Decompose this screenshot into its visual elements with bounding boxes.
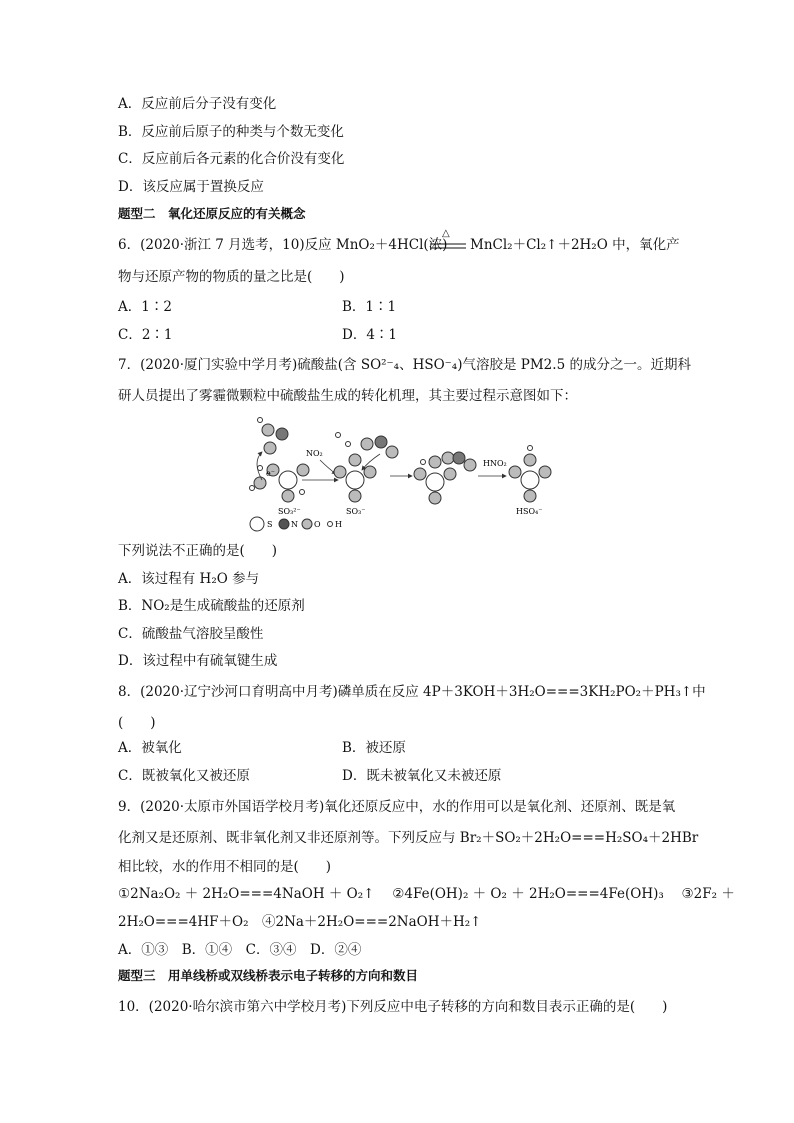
q5-option-c: C．反应前后各元素的化合价没有变化 <box>118 151 345 167</box>
so3-minus-structure <box>334 433 398 503</box>
q6-option-d: D．4∶1 <box>342 327 398 343</box>
equal-sign-long <box>430 242 466 250</box>
legend-o: O <box>314 520 321 529</box>
q6-option-b: B．1∶1 <box>342 299 397 315</box>
q7-line1: 7．(2020·厦门实验中学月考)硫酸盐(含 SO²⁻₄、HSO⁻₄)气溶胶是 PM2.5 的成分之一。近期科 <box>118 357 691 373</box>
heat-symbol: △ <box>442 228 450 239</box>
q6-line1-right: MnCl₂＋Cl₂↑＋2H₂O 中，氧化产 <box>470 237 680 253</box>
so3-minus-label: SO₃⁻ <box>346 507 366 516</box>
q7-option-d: D．该过程中有硫氧键生成 <box>118 653 278 669</box>
intermediate-structure <box>414 452 476 504</box>
hso4-minus-structure <box>509 446 551 503</box>
q8-line1: 8．(2020·辽宁沙河口育明高中月考)磷单质在反应 4P＋3KOH＋3H₂O===3KH₂PO₂＋PH₃↑中 <box>118 684 706 700</box>
q7-option-a: A．该过程有 H₂O 参与 <box>118 571 260 587</box>
q5-option-b: B．反应前后原子的种类与个数无变化 <box>118 124 344 140</box>
q5-option-d: D．该反应属于置换反应 <box>118 179 264 195</box>
so3-2minus-structure <box>250 418 310 503</box>
q9-line5: 2H₂O===4HF＋O₂ ④2Na＋2H₂O===2NaOH＋H₂↑ <box>118 914 482 930</box>
hno2-label: HNO₂ <box>483 459 507 468</box>
q10-line1: 10．(2020·哈尔滨市第六中学校月考)下列反应中电子转移的方向和数目表示正确的是( ) <box>118 999 668 1015</box>
electron-label: e⁻ <box>266 469 275 478</box>
legend-h: H <box>335 520 342 529</box>
q8-option-c: C．既被氧化又被还原 <box>118 768 250 784</box>
q9-options: A．①③ B．①④ C．③④ D．②④ <box>118 942 362 958</box>
q6-option-c: C．2∶1 <box>118 327 173 343</box>
section3-heading: 题型三 用单线桥或双线桥表示电子转移的方向和数目 <box>118 968 419 983</box>
sulfate-mechanism-diagram <box>240 410 570 535</box>
no2-label: NO₂ <box>306 449 323 458</box>
q9-line1: 9．(2020·太原市外国语学校月考)氧化还原反应中，水的作用可以是氧化剂、还原剂、既是氧 <box>118 799 676 815</box>
so3-2minus-label: SO₃²⁻ <box>278 507 301 516</box>
q9-line2: 化剂又是还原剂、既非氧化剂又非还原剂等。下列反应与 Br₂＋SO₂＋2H₂O===H₂SO₄＋2HBr <box>118 830 699 846</box>
q9-line3: 相比较，水的作用不相同的是( ) <box>118 859 332 875</box>
q8-option-b: B．被还原 <box>342 740 406 756</box>
q5-option-a: A．反应前后分子没有变化 <box>118 96 277 112</box>
hso4-minus-label: HSO₄⁻ <box>516 507 543 516</box>
q7-option-b: B．NO₂是生成硫酸盐的还原剂 <box>118 598 305 614</box>
q8-option-a: A．被氧化 <box>118 740 182 756</box>
legend-s: S <box>267 520 273 529</box>
q6-line1-left: 6．(2020·浙江 7 月选考，10)反应 MnO₂＋4HCl(浓) <box>118 237 448 253</box>
q9-line4: ①2Na₂O₂ ＋ 2H₂O===4NaOH ＋ O₂↑ ②4Fe(OH)₂ ＋ O₂ ＋ 2H₂O===4Fe(OH)₃ ③2F₂ ＋ <box>118 886 735 902</box>
q7-option-c: C．硫酸盐气溶胶呈酸性 <box>118 626 264 642</box>
section2-heading: 题型二 氧化还原反应的有关概念 <box>118 206 306 221</box>
q6-option-a: A．1∶2 <box>118 299 172 315</box>
q7-line2: 研人员提出了雾霾微颗粒中硫酸盐生成的转化机理，其主要过程示意图如下： <box>118 388 577 404</box>
q8-line2: ( ) <box>118 715 156 731</box>
q6-line2: 物与还原产物的物质的量之比是( ) <box>118 269 345 285</box>
diagram-legend <box>250 517 342 531</box>
legend-n: N <box>291 520 298 529</box>
q8-option-d: D．既未被氧化又未被还原 <box>342 768 502 784</box>
q7-stem: 下列说法不正确的是( ) <box>118 543 278 559</box>
